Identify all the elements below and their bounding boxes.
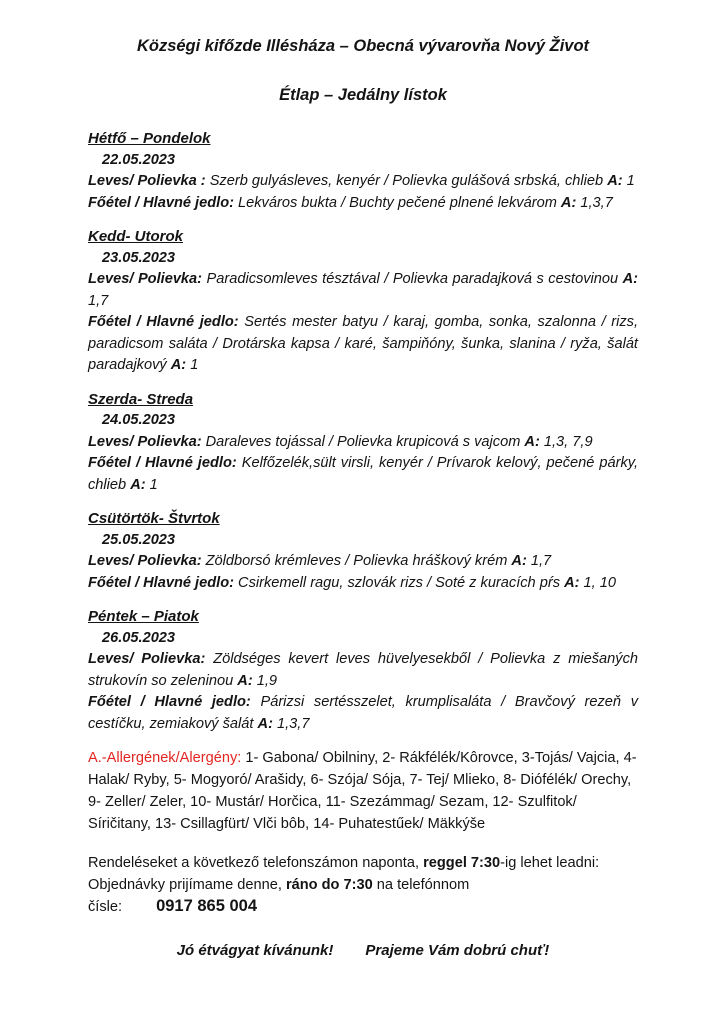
allergen-letter: A: [524, 433, 540, 450]
day-date: 26.05.2023 [102, 629, 176, 646]
day-section-thursday [88, 508, 638, 594]
day-date: 25.05.2023 [102, 531, 176, 548]
main-allergens: 1 [149, 476, 158, 493]
allergen-legend [88, 747, 638, 835]
document-subtitle: Étlap – Jedálny lístok [279, 86, 447, 104]
day-section-monday [88, 128, 638, 214]
phone-number: 0917 865 004 [156, 897, 257, 915]
main-text: Sertés mester batyu / karaj, gomba, sonka, szalonna / rizs, paradicsom saláta / Drotárska kapsa / karé, šampiňóny, šunka, slanina / ryža, šalát paradajkový [88, 314, 639, 373]
soup-text: Zöldséges kevert leves hüvelyesekből / Polievka z miešaných strukovín so zeleninou [88, 651, 638, 689]
main-line [88, 453, 638, 496]
main-line [88, 312, 638, 377]
main-text: Kelfőzelék,sült virsli, kenyér / Prívarok kelový, pečené párky, chlieb [88, 455, 639, 493]
soup-allergens: 1,3, 7,9 [543, 433, 593, 450]
day-date: 23.05.2023 [102, 249, 176, 266]
allergen-legend-list: 1- Gabona/ Obilniny, 2- Rákfélék/Kôrovce, 3-Tojás/ Vajcia, 4- Halak/ Ryby, 5- Mogyoró/ Arašidy, 6- Szója/ Sója, 7- Tej/ Mlieko, 8- Diófélék/ Orechy, 9- Zeller/ Zeler, 10- Mustár/ Horčica, 11- Szezámmag/ Sezam, 12- Szulfitok/ Síričitany, 13- Csillagfürt/ Vlči bôb, 14- Puhatestűek/ Mäkkýše [88, 750, 637, 832]
soup-text: Zöldborsó krémleves / Polievka hráškový krém [205, 553, 508, 569]
allergen-letter: A: [237, 672, 253, 689]
ordering-hu-prefix: Rendeléseket a következő telefonszámon naponta, [88, 855, 420, 871]
main-line [88, 193, 638, 215]
ordering-sk-suffix: na telefónnom čísle: [88, 876, 470, 915]
main-label: Főétel / Hlavné jedlo: [88, 574, 234, 591]
main-allergens: 1,3,7 [580, 194, 613, 211]
soup-line [88, 269, 638, 312]
day-section-tuesday [88, 226, 638, 377]
soup-label: Leves/ Polievka: [88, 271, 203, 287]
main-line [88, 573, 638, 595]
closing-sk: Prajeme Vám dobrú chuť! [365, 941, 550, 959]
ordering-line-sk [88, 875, 638, 919]
soup-allergens: 1 [626, 173, 635, 189]
closing-hu: Jó étvágyat kívánunk! [176, 941, 334, 959]
soup-label: Leves/ Polievka: [88, 553, 202, 569]
day-heading: Szerda- Streda [88, 390, 194, 408]
soup-allergens: 1,7 [88, 292, 109, 309]
main-label: Főétel / Hlavné jedlo: [88, 194, 234, 211]
day-heading: Csütörtök- Štvrtok [88, 510, 220, 527]
main-text: Párizsi sertésszelet, krumplisaláta / Bravčový rezeň v cestíčku, zemiakový šalát [88, 694, 638, 732]
ordering-info [88, 853, 638, 919]
soup-line [88, 649, 638, 692]
main-line [88, 692, 638, 735]
soup-label: Leves/ Polievka : [88, 173, 206, 189]
main-label: Főétel / Hlavné jedlo: [88, 694, 251, 710]
day-date: 22.05.2023 [102, 151, 176, 168]
allergen-letter: A: [170, 357, 187, 373]
ordering-hu-suffix: -ig lehet leadni: [500, 855, 600, 871]
main-text: Csirkemell ragu, szlovák rizs / Soté z kuracích pŕs [238, 574, 560, 591]
ordering-sk-deadline: ráno do 7:30 [285, 876, 373, 893]
allergen-letter: A: [560, 194, 577, 211]
document-title: Községi kifőzde Illésháza – Obecná vývarovňa Nový Život [136, 37, 590, 55]
ordering-sk-prefix: Objednávky prijímame denne, [88, 876, 282, 893]
closing-wishes [88, 942, 638, 959]
soup-label: Leves/ Polievka: [88, 433, 202, 450]
main-label: Főétel / Hlavné jedlo: [88, 455, 237, 471]
ordering-line-hu [88, 853, 638, 875]
day-heading: Hétfő – Pondelok [88, 130, 211, 147]
day-heading: Péntek – Piatok [88, 608, 199, 625]
soup-line [88, 171, 638, 193]
main-allergens: 1,3,7 [277, 715, 310, 732]
allergen-letter: A: [257, 715, 273, 732]
allergen-letter: A: [607, 173, 623, 189]
day-heading: Kedd- Utorok [88, 228, 183, 245]
allergen-letter: A: [130, 476, 146, 493]
soup-text: Szerb gulyásleves, kenyér / Polievka gulášová srbská, chlieb [209, 173, 604, 189]
soup-text: Daraleves tojással / Polievka krupicová s vajcom [205, 433, 521, 450]
soup-text: Paradicsomleves tésztával / Polievka paradajková s cestovinou [206, 271, 619, 287]
main-label: Főétel / Hlavné jedlo: [88, 314, 239, 330]
ordering-hu-deadline: reggel 7:30 [423, 855, 501, 871]
soup-allergens: 1,9 [256, 672, 278, 689]
main-text: Lekváros bukta / Buchty pečené plnené lekvárom [238, 194, 557, 211]
allergen-letter: A: [564, 574, 580, 591]
soup-line [88, 551, 638, 573]
day-section-friday [88, 606, 638, 735]
main-allergens: 1 [190, 357, 199, 373]
day-section-wednesday [88, 389, 638, 497]
main-allergens: 1, 10 [583, 574, 616, 591]
allergen-letter: A: [622, 271, 638, 287]
soup-line [88, 432, 638, 454]
allergen-letter: A: [511, 553, 527, 569]
soup-allergens: 1,7 [530, 553, 552, 569]
day-date: 24.05.2023 [102, 412, 176, 428]
allergen-legend-label: A.-Allergének/Alergény: [88, 750, 242, 766]
soup-label: Leves/ Polievka: [88, 651, 206, 667]
